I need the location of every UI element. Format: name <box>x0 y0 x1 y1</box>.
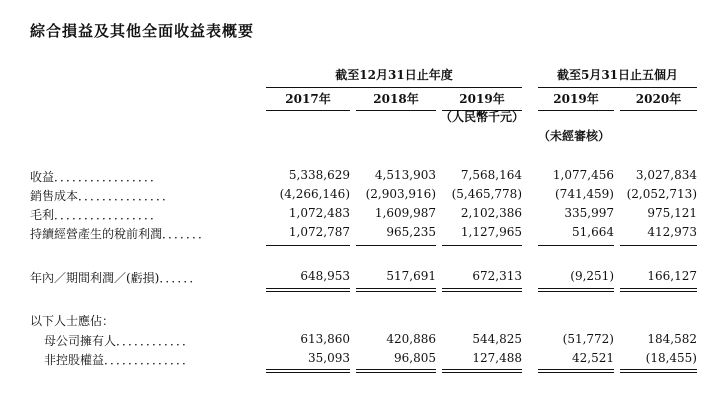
row-label-owners-of-parent: 母公司擁有人．．．．．．．．．．．． <box>44 334 195 348</box>
subtotal-rule-2019 <box>442 245 522 246</box>
subtotal-rule-2018 <box>356 245 436 246</box>
unaudited-note: （未經審核） <box>537 129 610 143</box>
total-rule-2017-b <box>266 291 350 292</box>
cell-nci-2018: 96,805 <box>394 351 436 365</box>
cell-pbt-2019: 1,127,965 <box>460 225 522 239</box>
cell-cost-2019: (5,465,778) <box>451 187 522 201</box>
total-rule-2019-b <box>442 291 522 292</box>
cell-owners-2020-5m: 184,582 <box>647 332 697 346</box>
cell-gross-2019-5m: 335,997 <box>564 206 614 220</box>
row-label-non-controlling-interests: 非控股權益．．．．．．．．．．．．．． <box>44 353 195 367</box>
year-header-2020-five-months: 2020年 <box>620 90 697 111</box>
cell-revenue-2018: 4,513,903 <box>374 168 436 182</box>
cell-gross-2019: 2,102,386 <box>460 206 522 220</box>
cell-pbt-2019-5m: 51,664 <box>572 225 614 239</box>
subtotal-rule-2019-5m <box>538 245 614 246</box>
subtotal-rule-2020-5m <box>620 245 697 246</box>
final-rule-2017-b <box>266 372 350 373</box>
cell-gross-2020-5m: 975,121 <box>647 206 697 220</box>
total-rule-2019-5m-a <box>538 288 614 289</box>
year-header-2019-five-months: 2019年 <box>538 90 614 111</box>
cell-revenue-2019: 7,568,164 <box>460 168 522 182</box>
cell-nci-2019-5m: 42,521 <box>572 351 614 365</box>
year-header-2017: 2017年 <box>266 90 350 111</box>
cell-nci-2020-5m: (18,455) <box>645 351 697 365</box>
cell-cost-2020-5m: (2,052,713) <box>626 187 697 201</box>
page-title: 綜合損益及其他全面收益表概要 <box>30 22 255 40</box>
cell-profit-2017: 648,953 <box>300 269 350 283</box>
row-label-gross-profit: 毛利．．．．．．．．．．．．．．．．． <box>30 208 163 222</box>
year-header-2018: 2018年 <box>356 90 436 111</box>
total-rule-2020-5m-a <box>620 288 697 289</box>
cell-gross-2018: 1,609,987 <box>374 206 436 220</box>
final-rule-2019-b <box>442 372 522 373</box>
cell-profit-2020-5m: 166,127 <box>647 269 697 283</box>
row-label-revenue: 收益．．．．．．．．．．．．．．．．． <box>30 170 163 184</box>
cell-pbt-2020-5m: 412,973 <box>647 225 697 239</box>
cell-nci-2019: 127,488 <box>472 351 522 365</box>
group-header-five-months: 截至5月31日止五個月 <box>538 66 697 88</box>
cell-pbt-2017: 1,072,787 <box>288 225 350 239</box>
cell-revenue-2017: 5,338,629 <box>288 168 350 182</box>
row-label-cost-of-sales: 銷售成本．．．．．．．．．．．．．．． <box>30 189 175 203</box>
final-rule-2020-5m-a <box>620 369 697 370</box>
row-label-profit-for-period: 年內／期間利潤／(虧損)．．．．．． <box>30 271 202 285</box>
cell-profit-2019-5m: (9,251) <box>570 269 614 283</box>
cell-cost-2018: (2,903,916) <box>365 187 436 201</box>
cell-owners-2017: 613,860 <box>300 332 350 346</box>
total-rule-2018-b <box>356 291 436 292</box>
final-rule-2019-5m-b <box>538 372 614 373</box>
year-header-2019: 2019年 <box>442 90 522 111</box>
cell-pbt-2018: 965,235 <box>386 225 436 239</box>
total-rule-2017-a <box>266 288 350 289</box>
cell-cost-2017: (4,266,146) <box>279 187 350 201</box>
total-rule-2018-a <box>356 288 436 289</box>
cell-cost-2019-5m: (741,459) <box>555 187 614 201</box>
attributable-heading: 以下人士應佔： <box>30 314 115 328</box>
row-label-profit-before-tax: 持續經營產生的稅前利潤．．．．．．． <box>30 227 211 241</box>
cell-gross-2017: 1,072,483 <box>288 206 350 220</box>
cell-revenue-2020-5m: 3,027,834 <box>635 168 697 182</box>
cell-owners-2019: 544,825 <box>472 332 522 346</box>
cell-profit-2019: 672,313 <box>472 269 522 283</box>
final-rule-2019-a <box>442 369 522 370</box>
final-rule-2017-a <box>266 369 350 370</box>
final-rule-2020-5m-b <box>620 372 697 373</box>
subtotal-rule-2017 <box>266 245 350 246</box>
total-rule-2019-5m-b <box>538 291 614 292</box>
final-rule-2018-b <box>356 372 436 373</box>
cell-owners-2018: 420,886 <box>386 332 436 346</box>
cell-nci-2017: 35,093 <box>308 351 350 365</box>
cell-profit-2018: 517,691 <box>386 269 436 283</box>
final-rule-2019-5m-a <box>538 369 614 370</box>
total-rule-2020-5m-b <box>620 291 697 292</box>
total-rule-2019-a <box>442 288 522 289</box>
cell-revenue-2019-5m: 1,077,456 <box>552 168 614 182</box>
group-header-year-ended: 截至12月31日止年度 <box>266 66 522 88</box>
final-rule-2018-a <box>356 369 436 370</box>
cell-owners-2019-5m: (51,772) <box>562 332 614 346</box>
unit-note: （人民幣千元） <box>439 110 524 124</box>
